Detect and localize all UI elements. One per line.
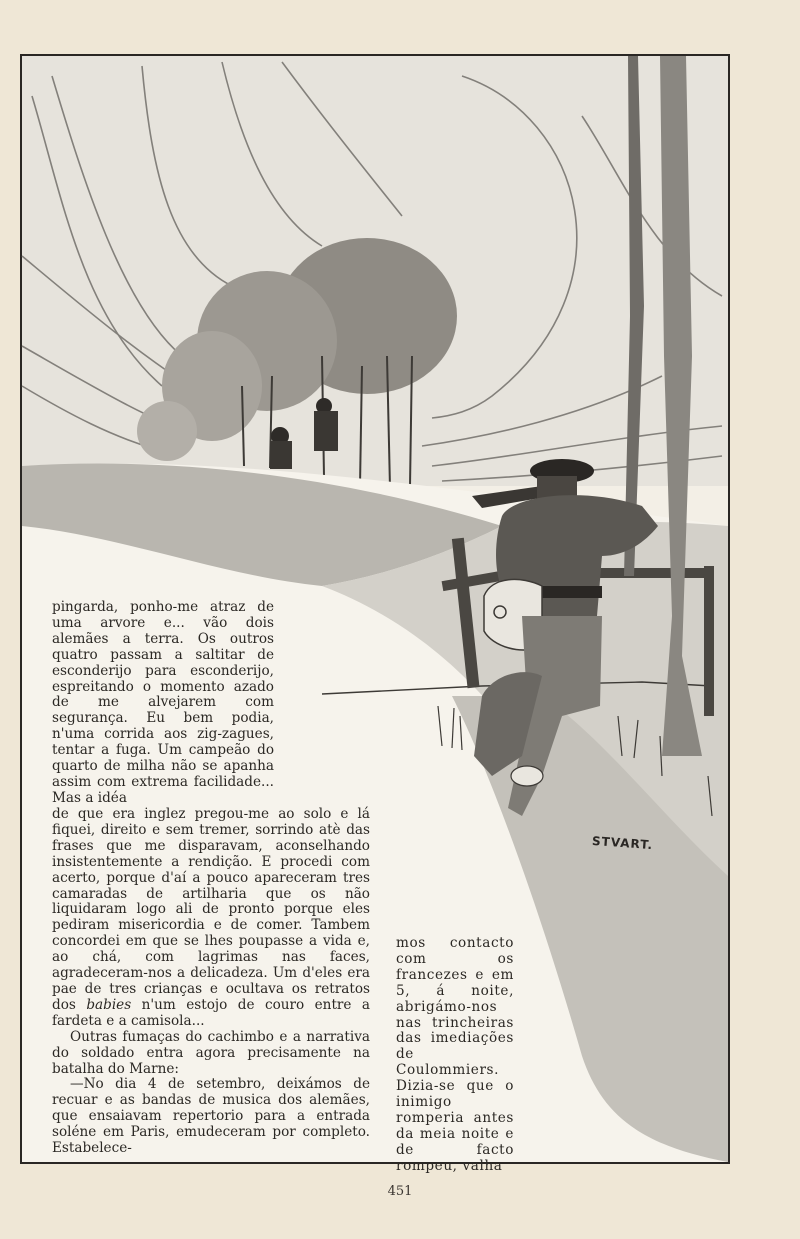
emphasis-babies: babies [86, 996, 132, 1013]
article-column-top-left [52, 600, 274, 807]
text-run: n'um estojo de couro entre a fardeta e a camisola... [52, 996, 370, 1029]
paragraph [52, 807, 370, 1030]
text-run: de que era inglez pregou-me ao solo e lá fiquei, direito e sem tremer, sorrindo atè das frases que me disparavam, aconselhando insistentemente a rendição. E procedi com acerto, porque d'aí a pouco apareceram tres camaradas de artilharia que os não liquidaram logo ali de pronto porque eles pediram misericordia e de comer. Tambem concordei em que se lhes poupasse a vida e, ao chá, com lagrimas nas faces, agradeceram-nos a delicadeza. Um d'eles era pae de tres crianças e ocultava os retratos dos [52, 806, 370, 1013]
paragraph: Outras fumaças do cachimbo e a narrativa do soldado entra agora precisamente na batalha do Marne: [52, 1028, 370, 1077]
article-column-right [396, 936, 514, 1175]
artist-signature: STVART. [591, 833, 654, 853]
illustration-frame [20, 54, 730, 1174]
page-number: 451 [387, 1184, 413, 1199]
paragraph: —No dia 4 de setembro, deixámos de recuar e as bandas de musica dos alemães, que ensaiavam repertorio para a entrada soléne em Paris, emudeceram por completo. Estabelece- [52, 1076, 370, 1157]
paragraph: mos contacto com os francezes e em 5, á noite, abrigámo-nos nas trincheiras das imediações de Coulommiers. Dizia-se que o inimigo romperia antes da meia noite e de facto rompeu, valha [396, 935, 514, 1174]
paragraph: pingarda, ponho-me atraz de uma arvore e... vão dois alemães a terra. Os outros quatro passam a saltitar de esconderijo para esconderijo, espreitando o momento azado de me alvejarem com segurança. Eu bem podia, n'uma corrida aos zig-zagues, tentar a fuga. Um campeão do quarto de milha não se apanha assim com extrema facilidade... Mas a idéa [52, 599, 274, 806]
article-column-bottom-left [52, 807, 370, 1157]
